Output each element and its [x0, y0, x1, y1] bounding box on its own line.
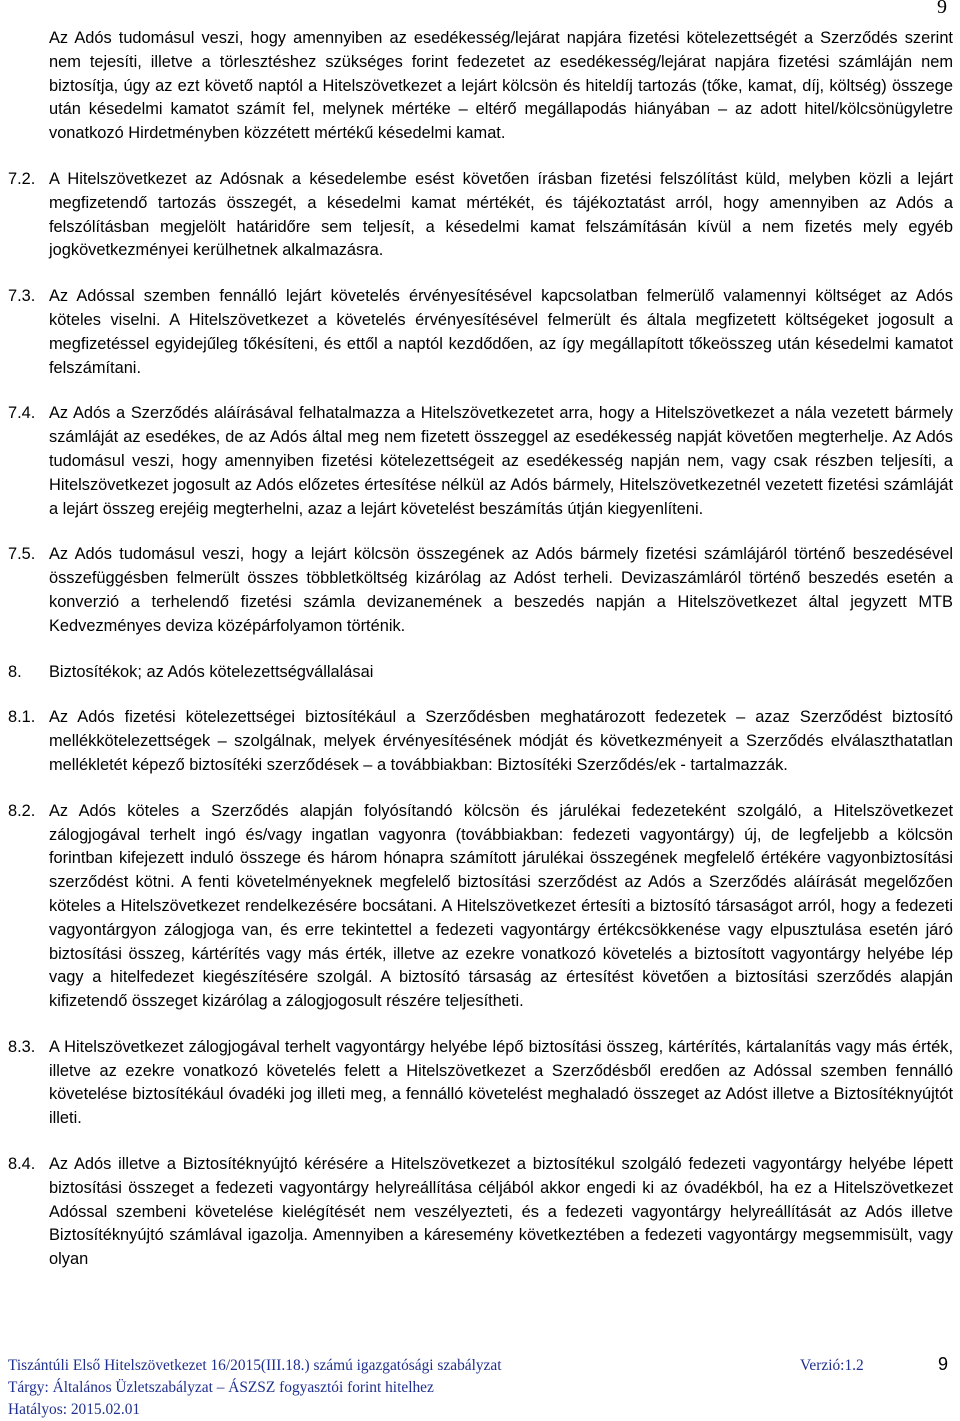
section-number: 7.3. — [8, 287, 36, 306]
section-number: 7.5. — [8, 545, 36, 564]
section-number: 7.2. — [8, 169, 36, 188]
section-text: Az Adóssal szemben fennálló lejárt követelés érvényesítésével kapcsolatban felmerülő valamennyi költséget az Adós köteles viselni. A Hitelszövetkezet a követelés érvényesítésével felmerült és általa megfizetett költségeket jogosult a megfizetéssel egyidejűleg tőkésíteni, és ettől a naptól kezdődően, az így megállapított tőkeösszeg után késedelmi kamatot felszámítani. — [49, 287, 953, 377]
section-text: A Hitelszövetkezet zálogjogával terhelt vagyontárgy helyébe lépő biztosítási összeg, kártérítés, kártalanítás vagy más érték, illetve az ezekre vonatkozó követelés felett a Hitelszövetkezet a Szerződésből eredően az Adóssal szemben fennálló követelése biztosítékául óvadéki jog illeti meg, a fennálló követelést meghaladó összeget az Adóst illetve a Biztosítéknyújtót illeti. — [49, 1037, 953, 1128]
footer-regulation-title: Tiszántúli Első Hitelszövetkezet 16/2015(III.18.) számú igazgatósági szabályzat — [8, 1357, 502, 1374]
page-number-top: 9 — [937, 0, 947, 18]
section-text: Az Adós illetve a Biztosítéknyújtó kérésére a Hitelszövetkezet a biztosítékul szolgáló fedezeti vagyontárgy helyébe lépett biztosítási összeget a fedezeti vagyontárgy helyreállítása céljából akkor engedi ki az óvadékból, ha ez a Hitelszövetkezet Adóssal szembeni követelése kielégítését nem veszélyezteti, és a fedezeti vagyontárgy helyreállítását az Adós illetve Biztosítéknyújtó számlával igazolja. Amennyiben a káresemény következtében a fedezeti vagyontárgy megsemmisült, vagy olyan — [49, 1155, 953, 1269]
section-number: 8.4. — [8, 1155, 36, 1174]
section-text: A Hitelszövetkezet az Adósnak a késedelembe esést követően írásban fizetési felszólítást küld, melyben közli a lejárt megfizetendő tartozás összegét, a késedelmi kamat mértékét, és tájékoztatást arról, hogy amennyiben az Adós a felszólításban megjelölt határidőre sem teljesít, a késedelmi kamat felszámításán kívül a nem fizetés mely egyéb jogkövetkezményei kerülhetnek alkalmazásra. — [49, 169, 953, 260]
footer-effective-date: Hatályos: 2015.02.01 — [8, 1401, 141, 1418]
section-number: 8.2. — [8, 801, 36, 820]
footer-version: Verzió:1.2 — [800, 1357, 864, 1374]
section-text: Az Adós a Szerződés aláírásával felhatalmazza a Hitelszövetkezetet arra, hogy a Hitelszövetkezet a nála vezetett bármely számláját az esedékes, de az Adós által meg nem fizetett összeggel az esedékesség napját követően megterhelje. Az Adós tudomásul veszi, hogy amennyiben fizetési kötelezettségeit az esedékesség napján nem, vagy csak részben teljesíti, a Hitelszövetkezet jogosult az Adós előzetes értesítése nélkül az Adós bármely, Hitelszövetkezetnél vezetett fizetési számláját a lejárt összeg erejéig megterhelni, azaz a lejárt követelést beszámítás útján kiegyenlíteni. — [49, 404, 953, 518]
heading-text: Biztosítékok; az Adós kötelezettségvállalásai — [49, 662, 374, 681]
section-8-2 — [8, 800, 953, 1014]
intro-paragraph: Az Adós tudomásul veszi, hogy amennyiben az esedékesség/lejárat napjára fizetési kötelezettségét a Szerződés szerint nem tejesíti, illetve a törlesztéshez szükséges forint fedezetet az esedékesség/lejárat napjára fizetési számláján nem biztosítja, úgy az ezt követő naptól a Hitelszövetkezet a lejárt kölcsön és hiteldíj tartozás (tőke, kamat, díj, költség) összege után késedelmi kamatot számít fel, melynek mértéke – eltérő megállapodás hiányában – az adott hitel/kölcsönügyletre vonatkozó Hirdetményben közzétett mértékű késedelmi kamat. — [49, 29, 953, 143]
document-body — [8, 0, 953, 1272]
heading-number: 8. — [8, 662, 22, 681]
section-8-4 — [8, 1153, 953, 1272]
section-8-heading — [8, 661, 953, 685]
footer-subject: Tárgy: Általános Üzletszabályzat – ÁSZSZ fogyasztói forint hitelhez — [8, 1379, 434, 1396]
section-8-3 — [8, 1036, 953, 1131]
section-text: Az Adós köteles a Szerződés alapján folyósítandó kölcsön és járulékai fedezeteként szolgáló, a Hitelszövetkezet zálogjogával terhelt ingó és/vagy ingatlan vagyonra (továbbiakban: fedezeti vagyontárgy) új, de legfeljebb a kölcsön forintban kifejezett induló összege és három hónapra számított járulékai összegének megfelelő értékére vagyonbiztosítási szerződést kötni. A fenti követelményeknek megfelelő biztosítási szerződést az Adós a Szerződés aláírását megelőzően köteles a Hitelszövetkezet rendelkezésére bocsátani. A Hitelszövetkezet értesíti a biztosító társaságot arról, hogy a fedezeti vagyontárgyon zálogjoga van, és erre tekintettel a fedezeti vagyontárgy értékcsökkenése vagy elpusztulása esetén járó biztosítási összeg, kártérítés vagy más érték, illetve az ezekre vonatkozó követelés a biztosított vagyontárgy helyébe lép vagy a hitelfedezet kiegészítésére szolgál. A biztosító társaság az értesítést követően a biztosítási szerződés alapján kifizetendő összeget kizárólag a zálogjogosult részére teljesítheti. — [49, 801, 953, 1011]
section-text: Az Adós tudomásul veszi, hogy a lejárt kölcsön összegének az Adós bármely fizetési számlájáról történő beszedésével összefüggésben felmerült összes többletköltség kizárólag az Adóst terheli. Devizaszámláról történő beszedés esetén a konverzió a terhelendő fizetési számla devizanemének a beszedés napján a Hitelszövetkezet által jegyzett MTB Kedvezményes deviza középárfolyamon történik. — [49, 545, 953, 635]
section-7-4 — [8, 402, 953, 521]
section-text: Az Adós fizetési kötelezettségei biztosítékául a Szerződésben meghatározott fedezetek – azaz Szerződést biztosító mellékkötelezettségek – szolgálnak, melyek érvényesítésének módját és következményeit a Szerződés elválaszthatatlan mellékletét képező biztosítéki szerződések – a továbbiakban: Biztosítéki Szerződés/ek - tartalmazzák. — [49, 708, 953, 774]
section-7-2 — [8, 168, 953, 263]
footer-page-number: 9 — [938, 1354, 949, 1374]
section-7-5 — [8, 543, 953, 638]
section-8-1 — [8, 706, 953, 777]
section-number: 7.4. — [8, 404, 36, 423]
section-number: 8.1. — [8, 708, 36, 727]
page-footer — [8, 1355, 953, 1421]
section-7-3 — [8, 285, 953, 380]
section-number: 8.3. — [8, 1037, 36, 1056]
